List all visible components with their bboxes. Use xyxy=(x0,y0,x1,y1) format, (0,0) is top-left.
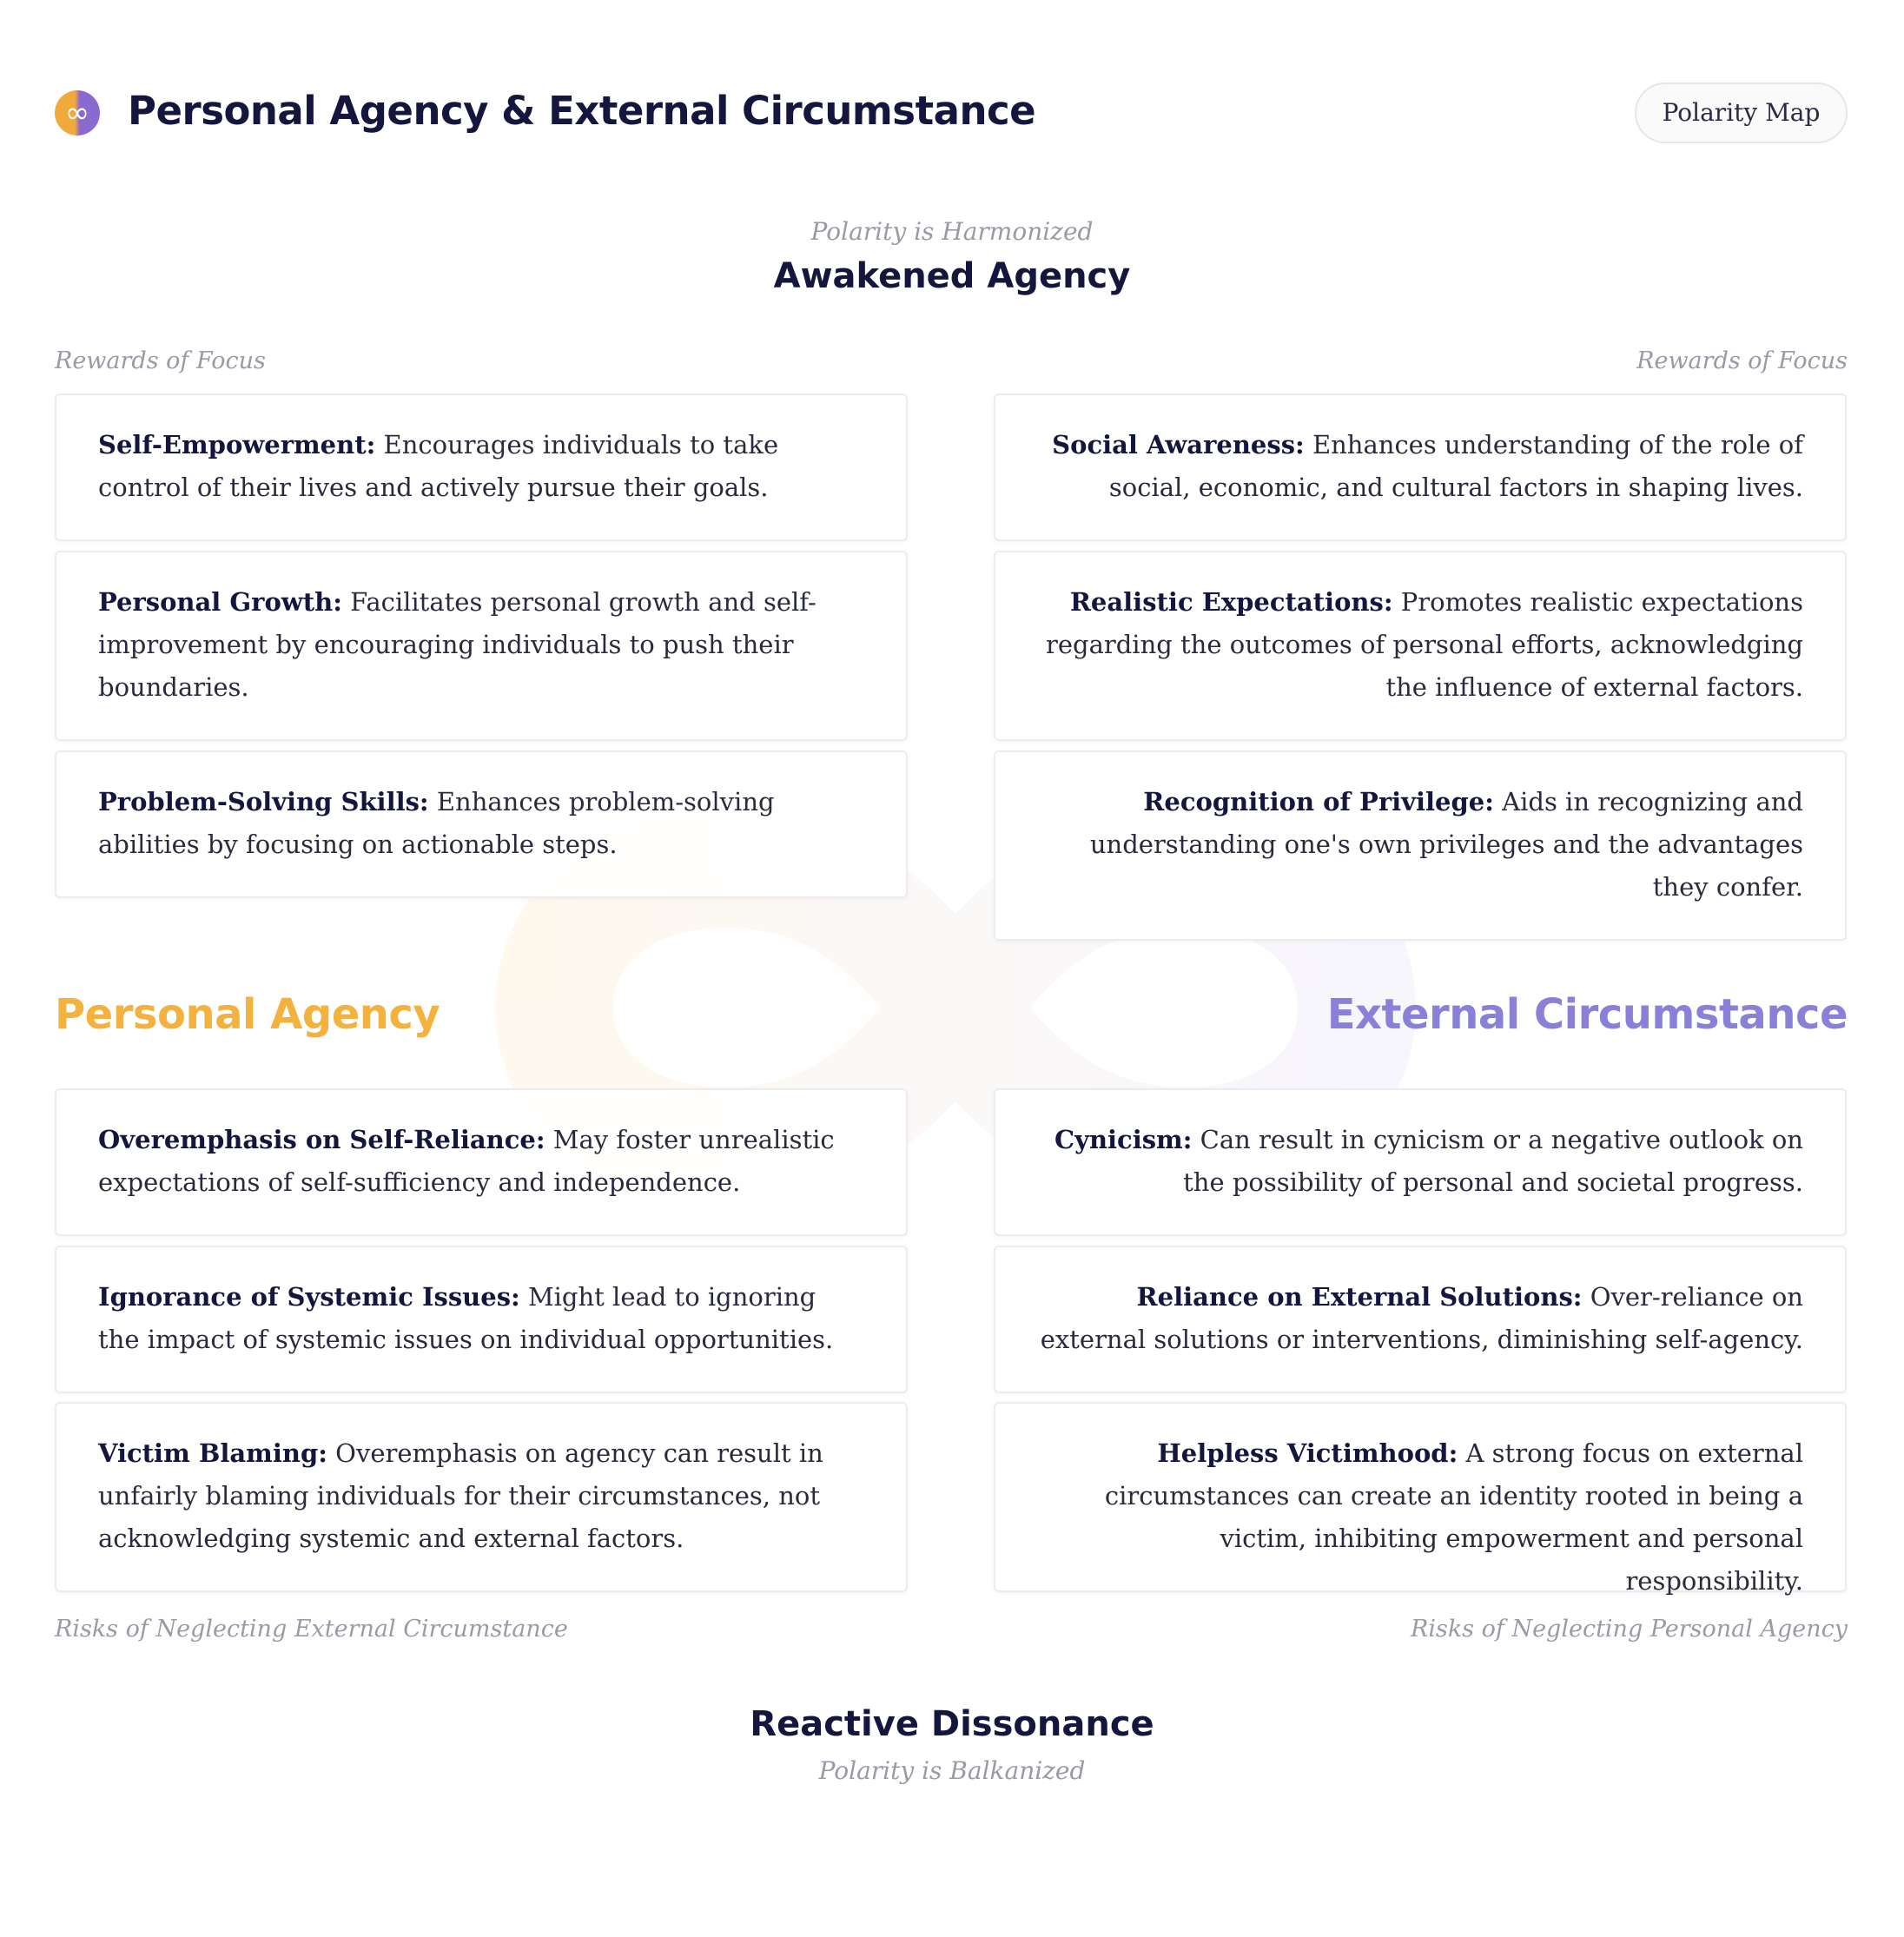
awakened-agency-title: Awakened Agency xyxy=(773,256,1131,296)
risk-term: Overemphasis on Self-Reliance: xyxy=(98,1125,545,1154)
risk-card-self-reliance xyxy=(55,1088,908,1236)
pole-external-circumstance: External Circumstance xyxy=(1326,990,1848,1039)
reward-text: Facilitates personal growth and self-improvement by encouraging individuals to push their boundaries. xyxy=(98,587,816,702)
reward-text: Promotes realistic expectations regarding the outcomes of personal efforts, acknowledging the influence of external factors. xyxy=(1045,587,1803,702)
risk-text: Might lead to ignoring the impact of systemic issues on individual opportunities. xyxy=(98,1282,834,1354)
reward-card-personal-growth xyxy=(55,551,908,741)
harmonized-note: Polarity is Harmonized xyxy=(810,217,1094,246)
risk-text: Overemphasis on agency can result in unfairly blaming individuals for their circumstances, not acknowledging systemic and external factors. xyxy=(98,1438,823,1553)
risk-card-external-solutions xyxy=(994,1246,1847,1393)
page-header xyxy=(55,83,1848,143)
risk-term: Ignorance of Systemic Issues: xyxy=(98,1282,520,1312)
reward-term: Problem-Solving Skills: xyxy=(98,787,429,816)
reward-term: Social Awareness: xyxy=(1052,430,1305,459)
reward-card-problem-solving xyxy=(55,750,908,898)
page-title: Personal Agency & External Circumstance xyxy=(128,88,1036,134)
infinity-logo-icon: ∞ xyxy=(55,90,100,136)
rewards-label-left: Rewards of Focus xyxy=(55,347,266,374)
risk-term: Cynicism: xyxy=(1054,1125,1193,1154)
reward-text: Enhances problem-solving abilities by focusing on actionable steps. xyxy=(98,787,775,859)
pole-personal-agency: Personal Agency xyxy=(55,990,440,1039)
risk-text: Can result in cynicism or a negative outlook on the possibility of personal and societal progress. xyxy=(1183,1125,1803,1197)
risk-text: Over-reliance on external solutions or interventions, diminishing self-agency. xyxy=(1040,1282,1803,1354)
reward-card-recognition-of-privilege xyxy=(994,750,1847,941)
reward-text: Enhances understanding of the role of social, economic, and cultural factors in shaping lives. xyxy=(1108,430,1803,502)
risk-term: Helpless Victimhood: xyxy=(1157,1438,1458,1468)
reward-card-realistic-expectations xyxy=(994,551,1847,741)
reward-text: Encourages individuals to take control of their lives and actively pursue their goals. xyxy=(98,430,779,502)
risk-term: Victim Blaming: xyxy=(98,1438,327,1468)
risks-label-left: Risks of Neglecting External Circumstance xyxy=(55,1616,568,1643)
reactive-dissonance-title: Reactive Dissonance xyxy=(750,1704,1154,1744)
risk-card-helpless-victimhood xyxy=(994,1402,1847,1596)
reward-term: Realistic Expectations: xyxy=(1069,587,1393,617)
risk-card-cynicism xyxy=(994,1088,1847,1236)
risk-card-systemic-issues xyxy=(55,1246,908,1393)
reward-text: Aids in recognizing and understanding one's own privileges and the advantages they confer. xyxy=(1089,787,1803,902)
risk-term: Reliance on External Solutions: xyxy=(1136,1282,1583,1312)
reward-term: Personal Growth: xyxy=(98,587,342,617)
polarity-map-badge: Polarity Map xyxy=(1635,83,1848,143)
reward-card-social-awareness xyxy=(994,393,1847,541)
risks-label-right: Risks of Neglecting Personal Agency xyxy=(1411,1616,1848,1643)
rewards-label-right: Rewards of Focus xyxy=(1636,347,1848,374)
reward-term: Recognition of Privilege: xyxy=(1143,787,1494,816)
balkanized-note: Polarity is Balkanized xyxy=(818,1756,1086,1785)
reward-card-self-empowerment xyxy=(55,393,908,541)
risk-text: A strong focus on external circumstances can create an identity rooted in being a victim, inhibiting empowerment and personal responsibility. xyxy=(1104,1438,1803,1596)
reward-term: Self-Empowerment: xyxy=(98,430,376,459)
risk-card-victim-blaming xyxy=(55,1402,908,1592)
risk-text: May foster unrealistic expectations of self-sufficiency and independence. xyxy=(98,1125,835,1197)
